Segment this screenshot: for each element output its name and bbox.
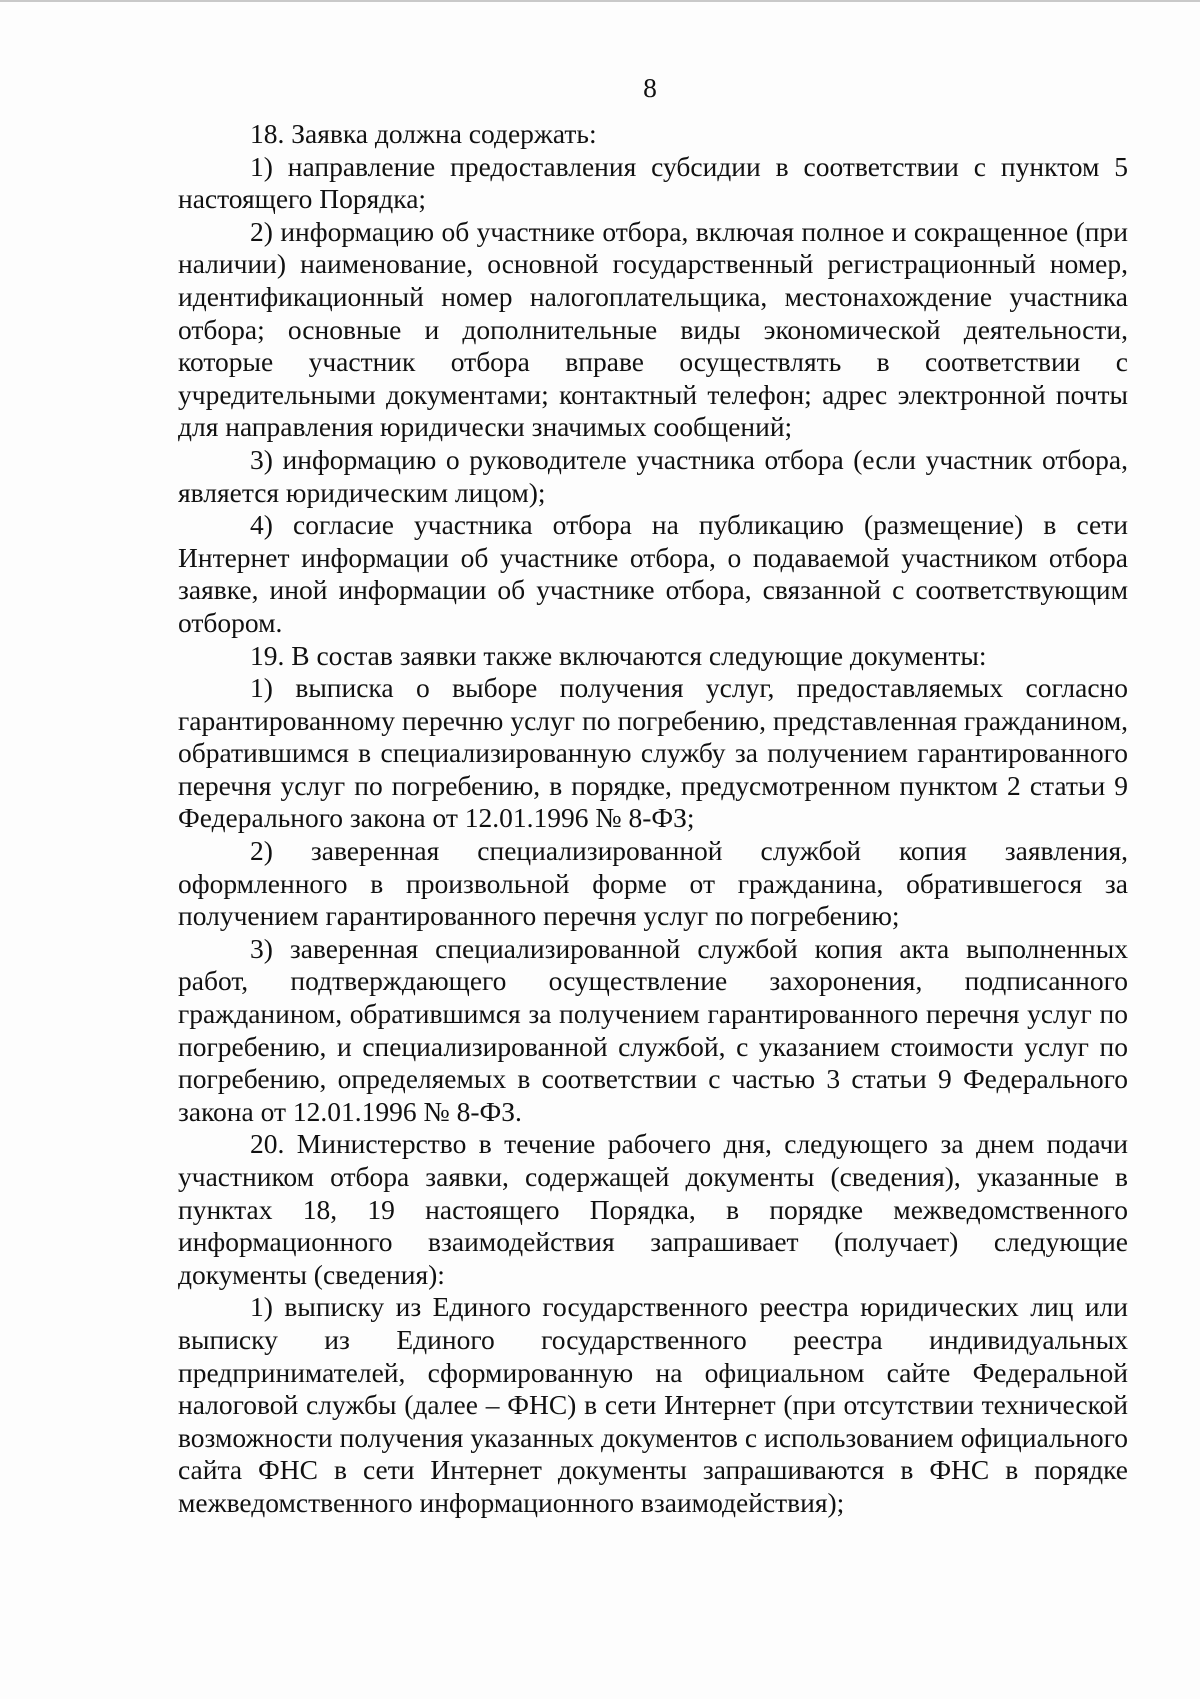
paragraph-19-item-3: 3) заверенная специализированной службой копия акта выполненных работ, подтверждающего осуществление захоронения, подписанного гражданином, обратившимся за получением гарантированного перечня услуг по погребению, и специализированной службой, с указанием стоимости услуг по погребению, определяемых в соответствии с частью 3 статьи 9 Федерального закона от 12.01.1996 № 8-ФЗ. (178, 932, 1128, 1127)
paragraph-18-heading: 18. Заявка должна содержать: (250, 118, 597, 149)
paragraph-18-item-4: 4) согласие участника отбора на публикацию (размещение) в сети Интернет информации об участнике отбора, о подаваемой участником отбора заявке, иной информации об участнике отбора, связанной с соответствующим отбором. (178, 509, 1128, 638)
page-number: 8 (643, 72, 657, 103)
paragraph-19-item-2: 2) заверенная специализированной службой копия заявления, оформленного в произвольной форме от гражданина, обратившегося за получением гарантированного перечня услуг по погребению; (178, 835, 1128, 932)
paragraph-19-heading: 19. В состав заявки также включаются следующие документы: (250, 639, 987, 671)
paragraph-18-item-1: 1) направление предоставления субсидии в соответствии с пунктом 5 настоящего Порядка; (178, 150, 1128, 215)
paragraph-20-heading: 20. Министерство в течение рабочего дня, следующего за днем подачи участником отбора заявки, содержащей документы (сведения), указанные в пунктах 18, 19 настоящего Порядка, в порядке межведомственного информационного взаимодействия запрашивает (получает) следующие документы (сведения): (178, 1128, 1128, 1290)
paragraph-19-item-1: 1) выписка о выборе получения услуг, предоставляемых согласно гарантированному перечню услуг по погребению, представленная гражданином, обратившимся в специализированную службу за получением гарантированного перечня услуг по погребению, в порядке, предусмотренном пунктом 2 статьи 9 Федерального закона от 12.01.1996 № 8-ФЗ; (178, 672, 1128, 834)
paragraph-20-item-1: 1) выписку из Единого государственного реестра юридических лиц или выписку из Единого государственного реестра индивидуальных предпринимателей, сформированную на официальном сайте Федеральной налоговой службы (далее – ФНС) в сети Интернет (при отсутствии технической возможности получения указанных документов с использованием официального сайта ФНС в сети Интернет документы запрашиваются в ФНС в порядке межведомственного информационного взаимодействия); (178, 1291, 1128, 1518)
page-top-edge (0, 0, 1200, 2)
paragraph-18-item-2: 2) информацию об участнике отбора, включая полное и сокращенное (при наличии) наименование, основной государственный регистрационный номер, идентификационный номер налогоплательщика, местонахождение участника отбора; основные и дополнительные виды экономической деятельности, которые участник отбора вправе осуществлять в соответствии с учредительными документами; контактный телефон; адрес электронной почты для направления юридически значимых сообщений; (178, 215, 1128, 443)
paragraph-18-item-3: 3) информацию о руководителе участника отбора (если участник отбора, является юридическим лицом); (178, 443, 1128, 508)
document-body (178, 118, 1128, 1520)
